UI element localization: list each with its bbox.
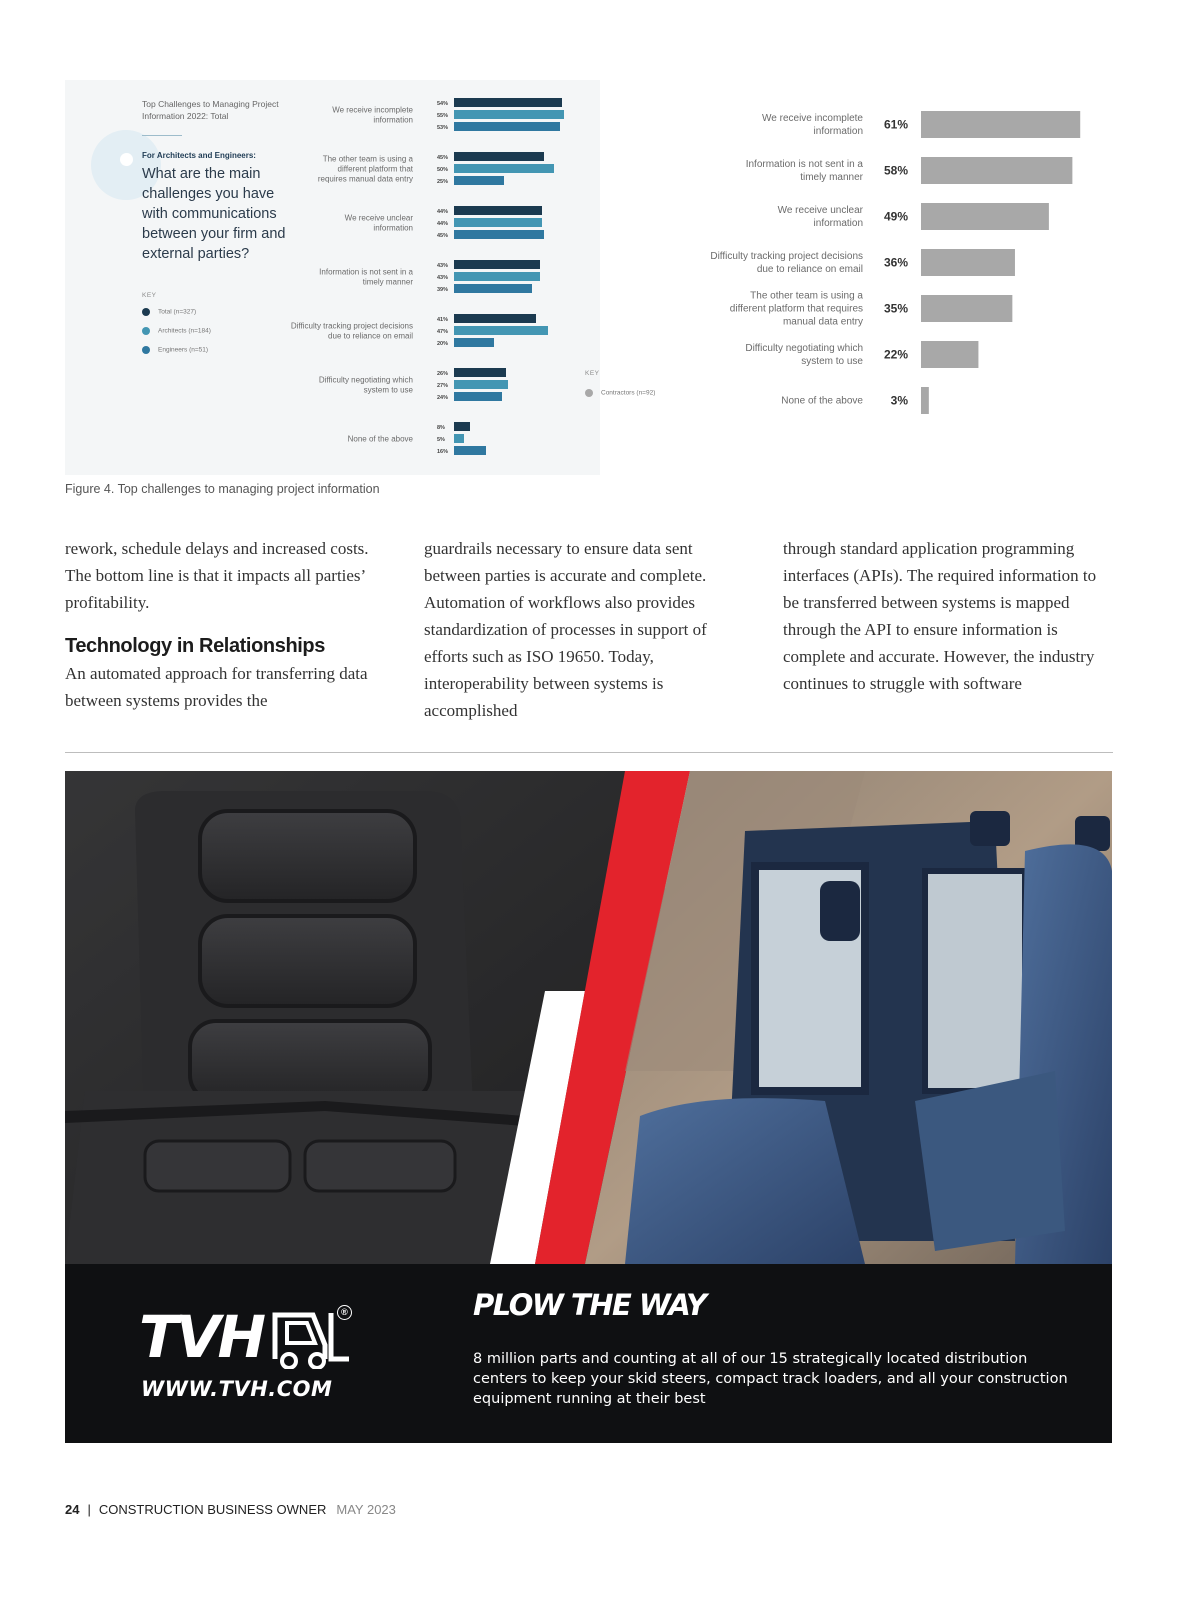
data-label: 25% bbox=[437, 179, 449, 185]
data-label: 3% bbox=[890, 393, 908, 408]
bar bbox=[921, 157, 1072, 184]
category-label: Information is not sent in a timely manner bbox=[745, 159, 863, 183]
category-label: We receive unclear information bbox=[344, 213, 413, 233]
ad-photo bbox=[65, 771, 1112, 1264]
data-label: 45% bbox=[437, 155, 449, 161]
article-column-2 bbox=[424, 535, 749, 724]
data-label: 5% bbox=[437, 437, 445, 443]
bar bbox=[454, 326, 548, 335]
data-label: 39% bbox=[437, 287, 449, 293]
article-column-3 bbox=[783, 535, 1108, 697]
bar bbox=[454, 230, 544, 239]
bar bbox=[454, 260, 540, 269]
ad-url[interactable]: WWW.TVH.COM bbox=[141, 1377, 333, 1401]
data-label: 41% bbox=[437, 317, 449, 323]
category-label: None of the above bbox=[347, 434, 413, 444]
data-label: 43% bbox=[437, 275, 449, 281]
bar bbox=[454, 98, 562, 107]
figure-left-title: Top Challenges to Managing Project Information 2022: Total bbox=[142, 99, 279, 121]
paragraph: through standard application programming interfaces (APIs). The required information to be transferred between systems is mapped through the API to ensure information is complete and accurate. However, the industry continues to struggle with software bbox=[783, 539, 1097, 693]
category-label: None of the above bbox=[781, 395, 863, 407]
category-label: The other team is using a different platform that requires manual data entry bbox=[729, 290, 863, 328]
legend-label: Architects (n=184) bbox=[158, 327, 211, 335]
figure-left-subtitle: For Architects and Engineers: bbox=[142, 151, 256, 160]
bar bbox=[921, 203, 1049, 230]
footer-separator: | bbox=[87, 1502, 91, 1517]
bar bbox=[454, 314, 536, 323]
bar bbox=[921, 295, 1012, 322]
data-label: 26% bbox=[437, 371, 449, 377]
category-label: The other team is using a different platform that requires manual data entry bbox=[317, 154, 413, 184]
category-label: Information is not sent in a timely manner bbox=[319, 267, 413, 287]
tvh-logo[interactable] bbox=[139, 1299, 369, 1409]
ad-body-text: 8 million parts and counting at all of our 15 strategically located distribution centers to keep your skid steers, compact track loaders, and all your construction equipment running at their best bbox=[473, 1351, 1068, 1407]
chart-architects-engineers bbox=[65, 80, 600, 475]
data-label: 50% bbox=[437, 167, 449, 173]
data-label: 8% bbox=[437, 425, 445, 431]
issue-date: MAY 2023 bbox=[336, 1502, 396, 1517]
data-label: 35% bbox=[883, 301, 908, 316]
data-label: 54% bbox=[437, 101, 449, 107]
right-key-contractors bbox=[585, 389, 655, 397]
bar bbox=[454, 272, 540, 281]
data-label: 16% bbox=[437, 449, 449, 455]
legend-label: Total (n=327) bbox=[158, 308, 197, 316]
paragraph: guardrails necessary to ensure data sent between parties is accurate and complete. Automation of workflows also provides standardization of processes in support of efforts such as ISO 19650. Today, interoperability between systems is accomplished bbox=[424, 539, 707, 720]
data-label: 36% bbox=[883, 255, 908, 270]
paragraph: rework, schedule delays and increased costs. The bottom line is that it impacts all parties’ profitability. bbox=[65, 539, 369, 612]
legend-swatch bbox=[585, 389, 593, 397]
category-label: Difficulty tracking project decisions due to reliance on email bbox=[290, 321, 413, 341]
figure-left-question: What are the main challenges you have with communications between your firm and external parties? bbox=[142, 166, 286, 262]
bar bbox=[454, 284, 532, 293]
article-column-1 bbox=[65, 535, 390, 714]
category-label: We receive unclear information bbox=[777, 205, 863, 229]
bar bbox=[454, 122, 560, 131]
bar bbox=[454, 380, 508, 389]
figure-caption: Figure 4. Top challenges to managing project information bbox=[65, 482, 380, 496]
legend-label: Engineers (n=51) bbox=[158, 346, 209, 354]
bar bbox=[454, 218, 542, 227]
publication-name: CONSTRUCTION BUSINESS OWNER bbox=[98, 1502, 327, 1517]
data-label: 22% bbox=[883, 347, 908, 362]
category-label: We receive incomplete information bbox=[762, 113, 863, 137]
data-label: 55% bbox=[437, 113, 449, 119]
left-key-label: KEY bbox=[142, 292, 157, 299]
registered-mark: ® bbox=[337, 1305, 352, 1320]
data-label: 61% bbox=[883, 117, 908, 132]
divider bbox=[65, 752, 1113, 753]
bar bbox=[454, 368, 506, 377]
bar bbox=[454, 152, 544, 161]
data-label: 24% bbox=[437, 395, 449, 401]
page-footer bbox=[65, 1502, 396, 1517]
bar bbox=[454, 338, 494, 347]
tvh-advertisement[interactable] bbox=[65, 771, 1112, 1443]
bar bbox=[454, 176, 504, 185]
figure-4 bbox=[65, 80, 1115, 480]
page-number: 24 bbox=[65, 1502, 80, 1517]
ad-banner bbox=[65, 1264, 1112, 1443]
legend-label: Contractors (n=92) bbox=[601, 389, 656, 397]
bar bbox=[921, 387, 929, 414]
data-label: 58% bbox=[883, 163, 908, 178]
data-label: 45% bbox=[437, 233, 449, 239]
logo-wordmark: TVH bbox=[139, 1303, 263, 1371]
forklift-icon bbox=[269, 1309, 349, 1369]
data-label: 27% bbox=[437, 383, 449, 389]
bar bbox=[454, 446, 486, 455]
ad-headline: PLOW THE WAY bbox=[473, 1288, 706, 1322]
data-label: 53% bbox=[437, 125, 449, 131]
bar bbox=[454, 164, 554, 173]
data-label: 44% bbox=[437, 221, 449, 227]
category-label: We receive incomplete information bbox=[332, 105, 413, 125]
bar bbox=[454, 422, 470, 431]
bar bbox=[454, 392, 502, 401]
bar bbox=[454, 110, 564, 119]
bar bbox=[921, 111, 1080, 138]
data-label: 49% bbox=[883, 209, 908, 224]
chart-contractors bbox=[600, 80, 1115, 475]
category-label: Difficulty tracking project decisions due to reliance on email bbox=[710, 251, 863, 275]
category-label: Difficulty negotiating which system to use bbox=[745, 343, 863, 367]
data-label: 43% bbox=[437, 263, 449, 269]
data-label: 47% bbox=[437, 329, 449, 335]
data-label: 44% bbox=[437, 209, 449, 215]
paragraph: An automated approach for transferring data between systems provides the bbox=[65, 664, 368, 710]
bar bbox=[454, 434, 464, 443]
bar bbox=[454, 206, 542, 215]
section-heading: Technology in Relationships bbox=[65, 635, 325, 657]
bar bbox=[921, 249, 1015, 276]
right-key-label: KEY bbox=[585, 370, 600, 377]
data-label: 20% bbox=[437, 341, 449, 347]
category-label: Difficulty negotiating which system to use bbox=[318, 375, 413, 395]
bar bbox=[921, 341, 978, 368]
